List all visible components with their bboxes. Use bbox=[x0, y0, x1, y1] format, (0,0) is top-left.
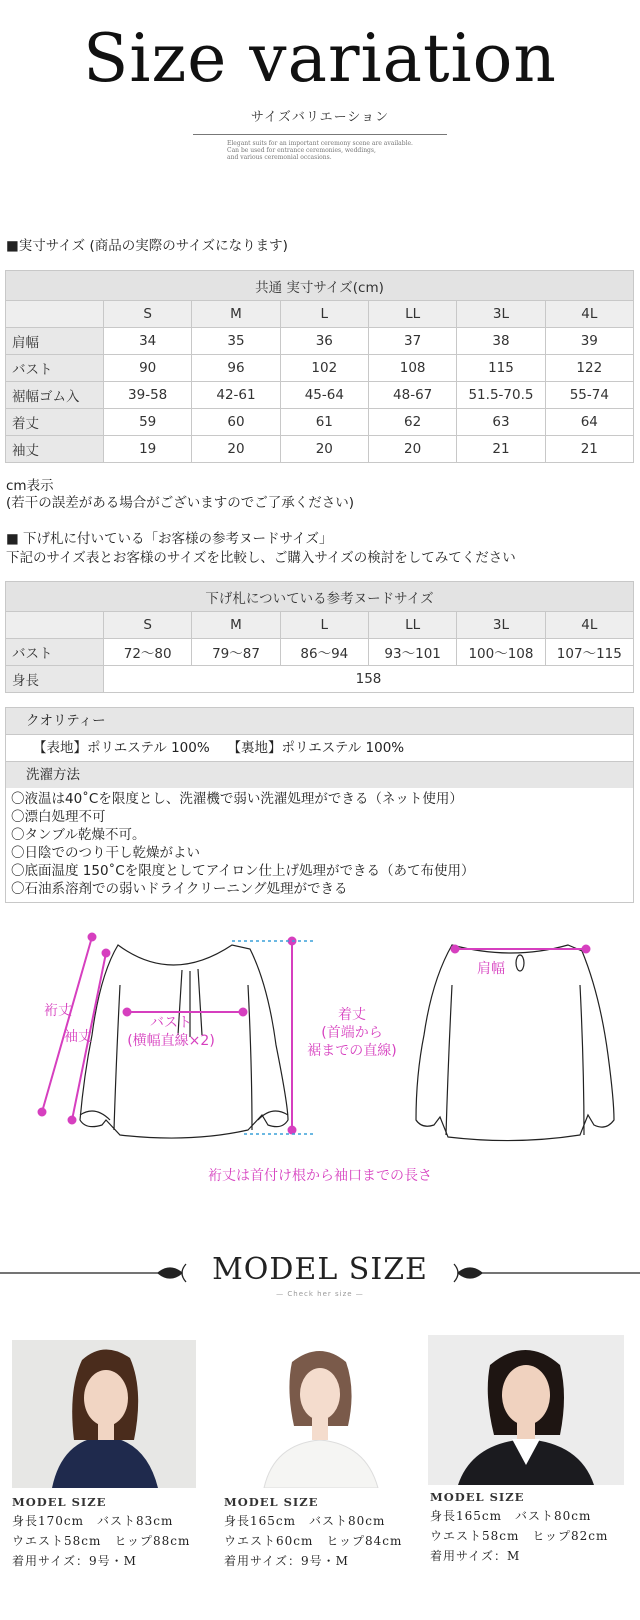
nude-size-heading bbox=[6, 530, 516, 568]
table-cell: 61 bbox=[280, 409, 368, 436]
bust-label-line: バスト bbox=[150, 1015, 192, 1031]
tagline bbox=[227, 140, 413, 161]
wash-line: 〇日陰でのつり干し乾燥がよい bbox=[11, 845, 200, 861]
table-cell: 60 bbox=[192, 409, 280, 436]
table-cell: 107〜115 bbox=[545, 639, 633, 666]
size-header: M bbox=[192, 301, 280, 328]
actual-size-heading: ■実寸サイズ (商品の実際のサイズになります) bbox=[6, 238, 288, 254]
wash-line: 〇漂白処理不可 bbox=[11, 809, 106, 825]
model-portrait-icon bbox=[428, 1335, 624, 1485]
table-cell: 90 bbox=[104, 355, 192, 382]
note-line: cm表示 bbox=[6, 478, 54, 494]
page-subtitle: サイズバリエーション bbox=[250, 110, 390, 125]
tagline-line: and various ceremonial occasions. bbox=[227, 154, 332, 161]
table-cell: 39-58 bbox=[104, 382, 192, 409]
size-header: 4L bbox=[545, 301, 633, 328]
table-cell: 42-61 bbox=[192, 382, 280, 409]
table-cell: 59 bbox=[104, 409, 192, 436]
table-row bbox=[6, 666, 634, 693]
wash-line: 〇液温は40˚Cを限度とし、洗濯機で弱い洗濯処理ができる（ネット使用） bbox=[11, 791, 463, 807]
table-cell: 45-64 bbox=[280, 382, 368, 409]
title-divider bbox=[193, 134, 447, 135]
model-info-3 bbox=[430, 1490, 608, 1566]
table-cell: 63 bbox=[457, 409, 545, 436]
model-info-2 bbox=[224, 1495, 402, 1571]
table-cell: 108 bbox=[368, 355, 456, 382]
bust-label bbox=[112, 1014, 230, 1050]
table-cell: 39 bbox=[545, 328, 633, 355]
table-cell: 55-74 bbox=[545, 382, 633, 409]
table-cell: 48-67 bbox=[368, 382, 456, 409]
material-line: 【表地】ポリエステル 100% 【裏地】ポリエステル 100% bbox=[6, 734, 633, 762]
size-header: M bbox=[192, 612, 280, 639]
tagline-line: Can be used for entrance ceremonies, weddings, bbox=[227, 147, 376, 154]
table-cell: 20 bbox=[368, 436, 456, 463]
model-photo-3 bbox=[428, 1335, 624, 1485]
size-header: 4L bbox=[545, 612, 633, 639]
measurement-diagram bbox=[0, 925, 640, 1195]
table-cell: 35 bbox=[192, 328, 280, 355]
tagline-line: Elegant suits for an important ceremony scene are available. bbox=[227, 140, 413, 147]
row-label: 身長 bbox=[6, 666, 104, 693]
sodetake-label: 袖丈 bbox=[64, 1029, 92, 1045]
table-cell: 38 bbox=[457, 328, 545, 355]
model-line: ウエスト60cm ヒップ84cm bbox=[224, 1534, 403, 1548]
row-label: バスト bbox=[6, 639, 104, 666]
heading-line: 下記のサイズ表とお客様のサイズを比較し、ご購入サイズの検討をしてみてください bbox=[6, 550, 516, 566]
table-cell: 122 bbox=[545, 355, 633, 382]
size-header: LL bbox=[368, 612, 456, 639]
kitake-label bbox=[296, 1006, 408, 1060]
table-cell: 64 bbox=[545, 409, 633, 436]
table-cell: 21 bbox=[545, 436, 633, 463]
model-line: ウエスト58cm ヒップ82cm bbox=[430, 1529, 609, 1543]
table-cell: 102 bbox=[280, 355, 368, 382]
model-caption: MODEL SIZE bbox=[12, 1495, 107, 1509]
model-size-title: MODEL SIZE bbox=[212, 1252, 428, 1287]
page-title: Size variation bbox=[83, 20, 557, 97]
table-cell: 96 bbox=[192, 355, 280, 382]
model-caption: MODEL SIZE bbox=[430, 1490, 525, 1504]
table-cell: 21 bbox=[457, 436, 545, 463]
table-cell: 158 bbox=[104, 666, 634, 693]
table-cell: 100〜108 bbox=[457, 639, 545, 666]
row-label: バスト bbox=[6, 355, 104, 382]
model-line: 身長165cm バスト80cm bbox=[224, 1514, 386, 1528]
size-header: L bbox=[280, 612, 368, 639]
nude-size-table bbox=[5, 581, 634, 693]
table-cell: 72〜80 bbox=[104, 639, 192, 666]
wash-line: 〇タンブル乾燥不可。 bbox=[11, 827, 146, 843]
row-label: 着丈 bbox=[6, 409, 104, 436]
model-photo-2 bbox=[244, 1340, 396, 1488]
table-cell: 36 bbox=[280, 328, 368, 355]
table-row bbox=[6, 382, 634, 409]
model-caption: MODEL SIZE bbox=[224, 1495, 319, 1509]
corner-cell bbox=[6, 301, 104, 328]
size-header: 3L bbox=[457, 301, 545, 328]
model-portrait-icon bbox=[12, 1340, 196, 1488]
model-photo-1 bbox=[12, 1340, 196, 1488]
table-title: 共通 実寸サイズ(cm) bbox=[6, 271, 634, 301]
yukitake-label: 裄丈 bbox=[44, 1003, 72, 1019]
size-header: 3L bbox=[457, 612, 545, 639]
table-cell: 62 bbox=[368, 409, 456, 436]
table-cell: 51.5-70.5 bbox=[457, 382, 545, 409]
table-cell: 20 bbox=[280, 436, 368, 463]
table-cell: 93〜101 bbox=[368, 639, 456, 666]
size-header: S bbox=[104, 612, 192, 639]
kitake-label-line: 着丈 bbox=[338, 1007, 366, 1023]
wash-line: 〇石油系溶剤での弱いドライクリーニング処理ができる bbox=[11, 881, 348, 897]
table-cell: 19 bbox=[104, 436, 192, 463]
table-row bbox=[6, 639, 634, 666]
table-cell: 20 bbox=[192, 436, 280, 463]
row-label: 肩幅 bbox=[6, 328, 104, 355]
quality-box bbox=[5, 707, 634, 903]
model-line: 身長170cm バスト83cm bbox=[12, 1514, 174, 1528]
note-line: (若干の誤差がある場合がございますのでご了承ください) bbox=[6, 495, 355, 511]
table-row bbox=[6, 409, 634, 436]
table-cell: 37 bbox=[368, 328, 456, 355]
model-line: 着用サイズ：9号・M bbox=[12, 1554, 137, 1568]
kitake-label-line: 裾までの直線) bbox=[307, 1043, 397, 1059]
bust-label-line: (横幅直線×2) bbox=[127, 1033, 215, 1049]
wash-instructions bbox=[6, 788, 633, 902]
table-title: 下げ札についている参考ヌードサイズ bbox=[6, 582, 634, 612]
size-note bbox=[6, 478, 354, 512]
kitake-label-line: (首端から bbox=[321, 1025, 383, 1041]
katahaba-label: 肩幅 bbox=[477, 961, 505, 977]
heading-line: ■ 下げ札に付いている「お客様の参考ヌードサイズ」 bbox=[6, 531, 333, 547]
row-label: 袖丈 bbox=[6, 436, 104, 463]
model-line: 着用サイズ：9号・M bbox=[224, 1554, 349, 1568]
size-header: LL bbox=[368, 301, 456, 328]
model-line: 着用サイズ：M bbox=[430, 1549, 521, 1563]
size-header: S bbox=[104, 301, 192, 328]
model-portrait-icon bbox=[244, 1340, 396, 1488]
size-header: L bbox=[280, 301, 368, 328]
table-cell: 79〜87 bbox=[192, 639, 280, 666]
model-line: 身長165cm バスト80cm bbox=[430, 1509, 592, 1523]
back-blouse-outline bbox=[416, 945, 614, 1141]
table-cell: 115 bbox=[457, 355, 545, 382]
corner-cell bbox=[6, 612, 104, 639]
table-row bbox=[6, 355, 634, 382]
model-line: ウエスト58cm ヒップ88cm bbox=[12, 1534, 191, 1548]
row-label: 裾幅ゴム入 bbox=[6, 382, 104, 409]
model-size-subtitle: — Check her size — bbox=[276, 1290, 364, 1298]
table-row bbox=[6, 436, 634, 463]
diagram-caption: 裄丈は首付け根から袖口までの長さ bbox=[208, 1168, 432, 1184]
table-row bbox=[6, 328, 634, 355]
table-cell: 34 bbox=[104, 328, 192, 355]
actual-size-table bbox=[5, 270, 634, 463]
wash-heading: 洗濯方法 bbox=[6, 762, 633, 788]
quality-heading: クオリティー bbox=[6, 708, 633, 734]
table-cell: 86〜94 bbox=[280, 639, 368, 666]
model-info-1 bbox=[12, 1495, 190, 1571]
wash-line: 〇底面温度 150˚Cを限度としてアイロン仕上げ処理ができる（あて布使用） bbox=[11, 863, 475, 879]
